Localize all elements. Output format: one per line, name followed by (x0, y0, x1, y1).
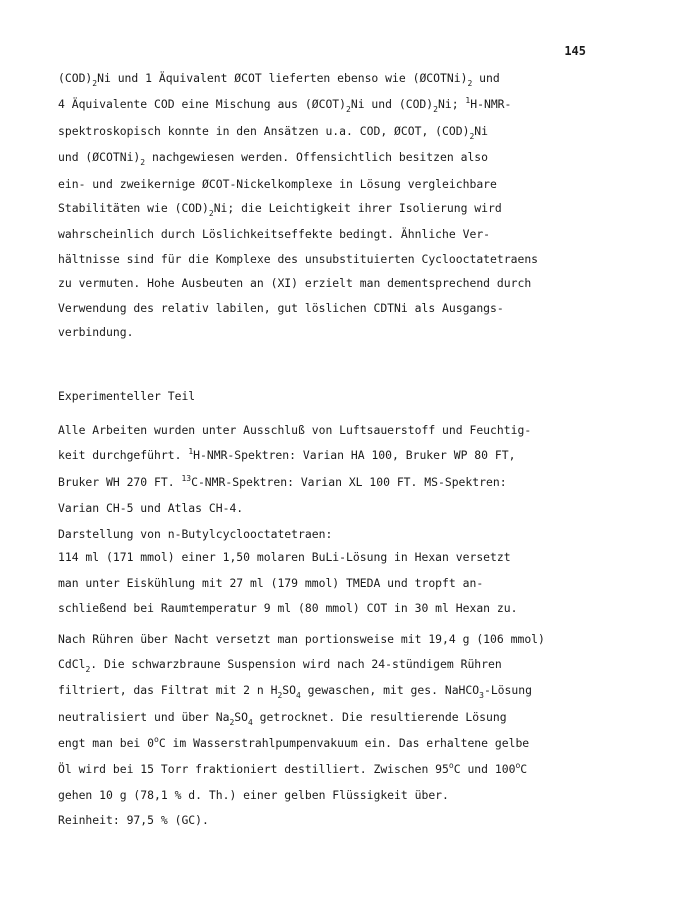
text-line: schließend bei Raumtemperatur 9 ml (80 mmol) COT in 30 ml Hexan zu. (58, 601, 518, 616)
paragraph-procedure-2 (58, 627, 638, 834)
text-line: $(COD)_2Ni$ und 1 Äquivalent ØCOT lieferten ebenso wie $(ØCOTNi)_2$ und (58, 71, 500, 88)
text-line: Öl wird bei 15 Torr fraktioniert destilliert. Zwischen 95$^o$C und 100$^o$C (58, 761, 528, 777)
text-line: hältnisse sind für die Komplexe des unsubstituierten Cyclooctatetraens (58, 251, 539, 266)
text-line: Reinheit: 97,5 % (GC). (58, 813, 209, 828)
text-line: keit durchgeführt. $^1$H-NMR-Spektren: Varian HA 100, Bruker WP 80 FT, (58, 446, 516, 462)
text-line: und $(ØCOTNi)_2$ nachgewiesen werden. Offensichtlich besitzen also (58, 150, 489, 168)
text-line: Varian CH-5 und Atlas CH-4. (58, 501, 244, 516)
text-line: Verwendung des relativ labilen, gut löslichen CDTNi als Ausgangs- (58, 300, 504, 315)
text-line: filtriert, das Filtrat mit 2 n $H_2SO_4$ gewaschen, mit ges. NaHCO$_3$-Lösung (58, 683, 532, 701)
page-number: 145 (564, 44, 586, 58)
text-line: neutralisiert und über $Na_2SO_4$ getrocknet. Die resultierende Lösung (58, 709, 507, 727)
text-line: man unter Eiskühlung mit 27 ml (179 mmol) TMEDA und tropft an- (58, 575, 484, 590)
subheading: Darstellung von n-Butylcyclooctatetraen: (58, 527, 333, 541)
text-line: Stabilitäten wie $(COD)_2Ni$; die Leichtigkeit ihrer Isolierung wird (58, 201, 502, 219)
text-line: gehen 10 g (78,1 % d. Th.) einer gelben Flüssigkeit über. (58, 788, 449, 803)
text-line: Nach Rühren über Nacht versetzt man portionsweise mit 19,4 g (106 mmol) (58, 632, 545, 646)
text-line: 114 ml (171 mmol) einer 1,50 molaren BuLi-Lösung in Hexan versetzt (58, 550, 511, 564)
text-line: Alle Arbeiten wurden unter Ausschluß von Luftsauerstoff und Feuchtig- (58, 423, 532, 437)
text-line: zu vermuten. Hohe Ausbeuten an (XI) erzielt man dementsprechend durch (58, 276, 532, 291)
text-line: CdCl$_2$. Die schwarzbraune Suspension wird nach 24-stündigem Rühren (58, 657, 502, 675)
text-line: Bruker WH 270 FT. $^{13}$C-NMR-Spektren: Varian XL 100 FT. MS-Spektren: (58, 473, 507, 489)
text-line: 4 Äquivalente COD eine Mischung aus $(ØCOT)_2Ni$ und $(COD)_2Ni$; $^1$H-NMR- (58, 96, 512, 115)
paragraph-methods (58, 418, 638, 521)
section-heading: Experimenteller Teil (58, 389, 196, 403)
text-line: ein- und zweikernige ØCOT-Nickelkomplexe in Lösung vergleichbare (58, 176, 497, 191)
text-line: spektroskopisch konnte in den Ansätzen u.a. COD, ØCOT, $(COD)_2Ni$ (58, 123, 489, 141)
text-line: engt man bei 0$^o$C im Wasserstrahlpumpenvakuum ein. Das erhaltene gelbe (58, 734, 530, 750)
text-line: verbindung. (58, 325, 134, 340)
paragraph-procedure-1 (58, 545, 638, 622)
text-line: wahrscheinlich durch Löslichkeitseffekte bedingt. Ähnliche Ver- (58, 227, 491, 242)
paragraph-intro (58, 66, 638, 344)
